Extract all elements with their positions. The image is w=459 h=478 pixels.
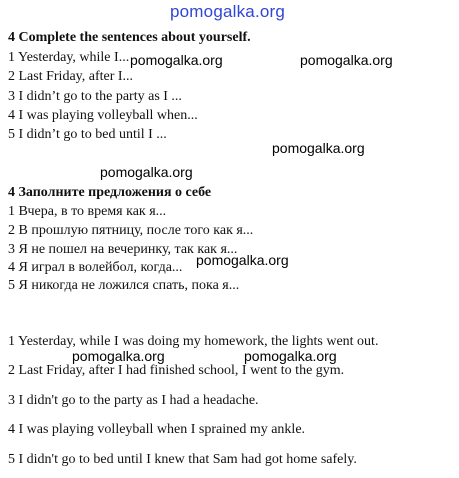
exercise-heading-ru: 4 Заполните предложения о себе <box>8 185 212 200</box>
site-watermark: pomogalka.org <box>130 52 223 68</box>
sentence-ru-5: 5 Я никогда не ложился спать, пока я... <box>8 278 240 293</box>
site-watermark-top: pomogalka.org <box>170 2 286 21</box>
sentence-en-2: 2 Last Friday, after I... <box>8 69 134 84</box>
sentence-ru-2: 2 В прошлую пятницу, после того как я... <box>8 223 254 238</box>
answer-1: 1 Yesterday, while I was doing my homework, the lights went out. <box>8 334 379 349</box>
site-watermark: pomogalka.org <box>300 52 393 68</box>
sentence-ru-1: 1 Вчера, в то время как я... <box>8 204 167 219</box>
site-watermark: pomogalka.org <box>272 140 365 156</box>
answer-3: 3 I didn't go to the party as I had a headache. <box>8 393 259 408</box>
site-watermark: pomogalka.org <box>72 348 165 364</box>
sentence-en-3: 3 I didn’t go to the party as I ... <box>8 89 182 104</box>
exercise-heading-en: 4 Complete the sentences about yourself. <box>8 30 251 45</box>
sentence-en-5: 5 I didn’t go to bed until I ... <box>8 127 167 142</box>
sentence-ru-4: 4 Я играл в волейбол, когда... <box>8 260 183 275</box>
sentence-ru-3: 3 Я не пошел на вечеринку, так как я... <box>8 242 238 257</box>
sentence-en-4: 4 I was playing volleyball when... <box>8 108 198 123</box>
site-watermark: pomogalka.org <box>100 164 193 180</box>
site-watermark: pomogalka.org <box>196 252 289 268</box>
site-watermark: pomogalka.org <box>244 348 337 364</box>
answer-5: 5 I didn't go to bed until I knew that Sam had got home safely. <box>8 452 357 467</box>
sentence-en-1: 1 Yesterday, while I... <box>8 50 130 65</box>
answer-2: 2 Last Friday, after I had finished school, I went to the gym. <box>8 363 345 378</box>
answer-4: 4 I was playing volleyball when I sprained my ankle. <box>8 422 306 437</box>
